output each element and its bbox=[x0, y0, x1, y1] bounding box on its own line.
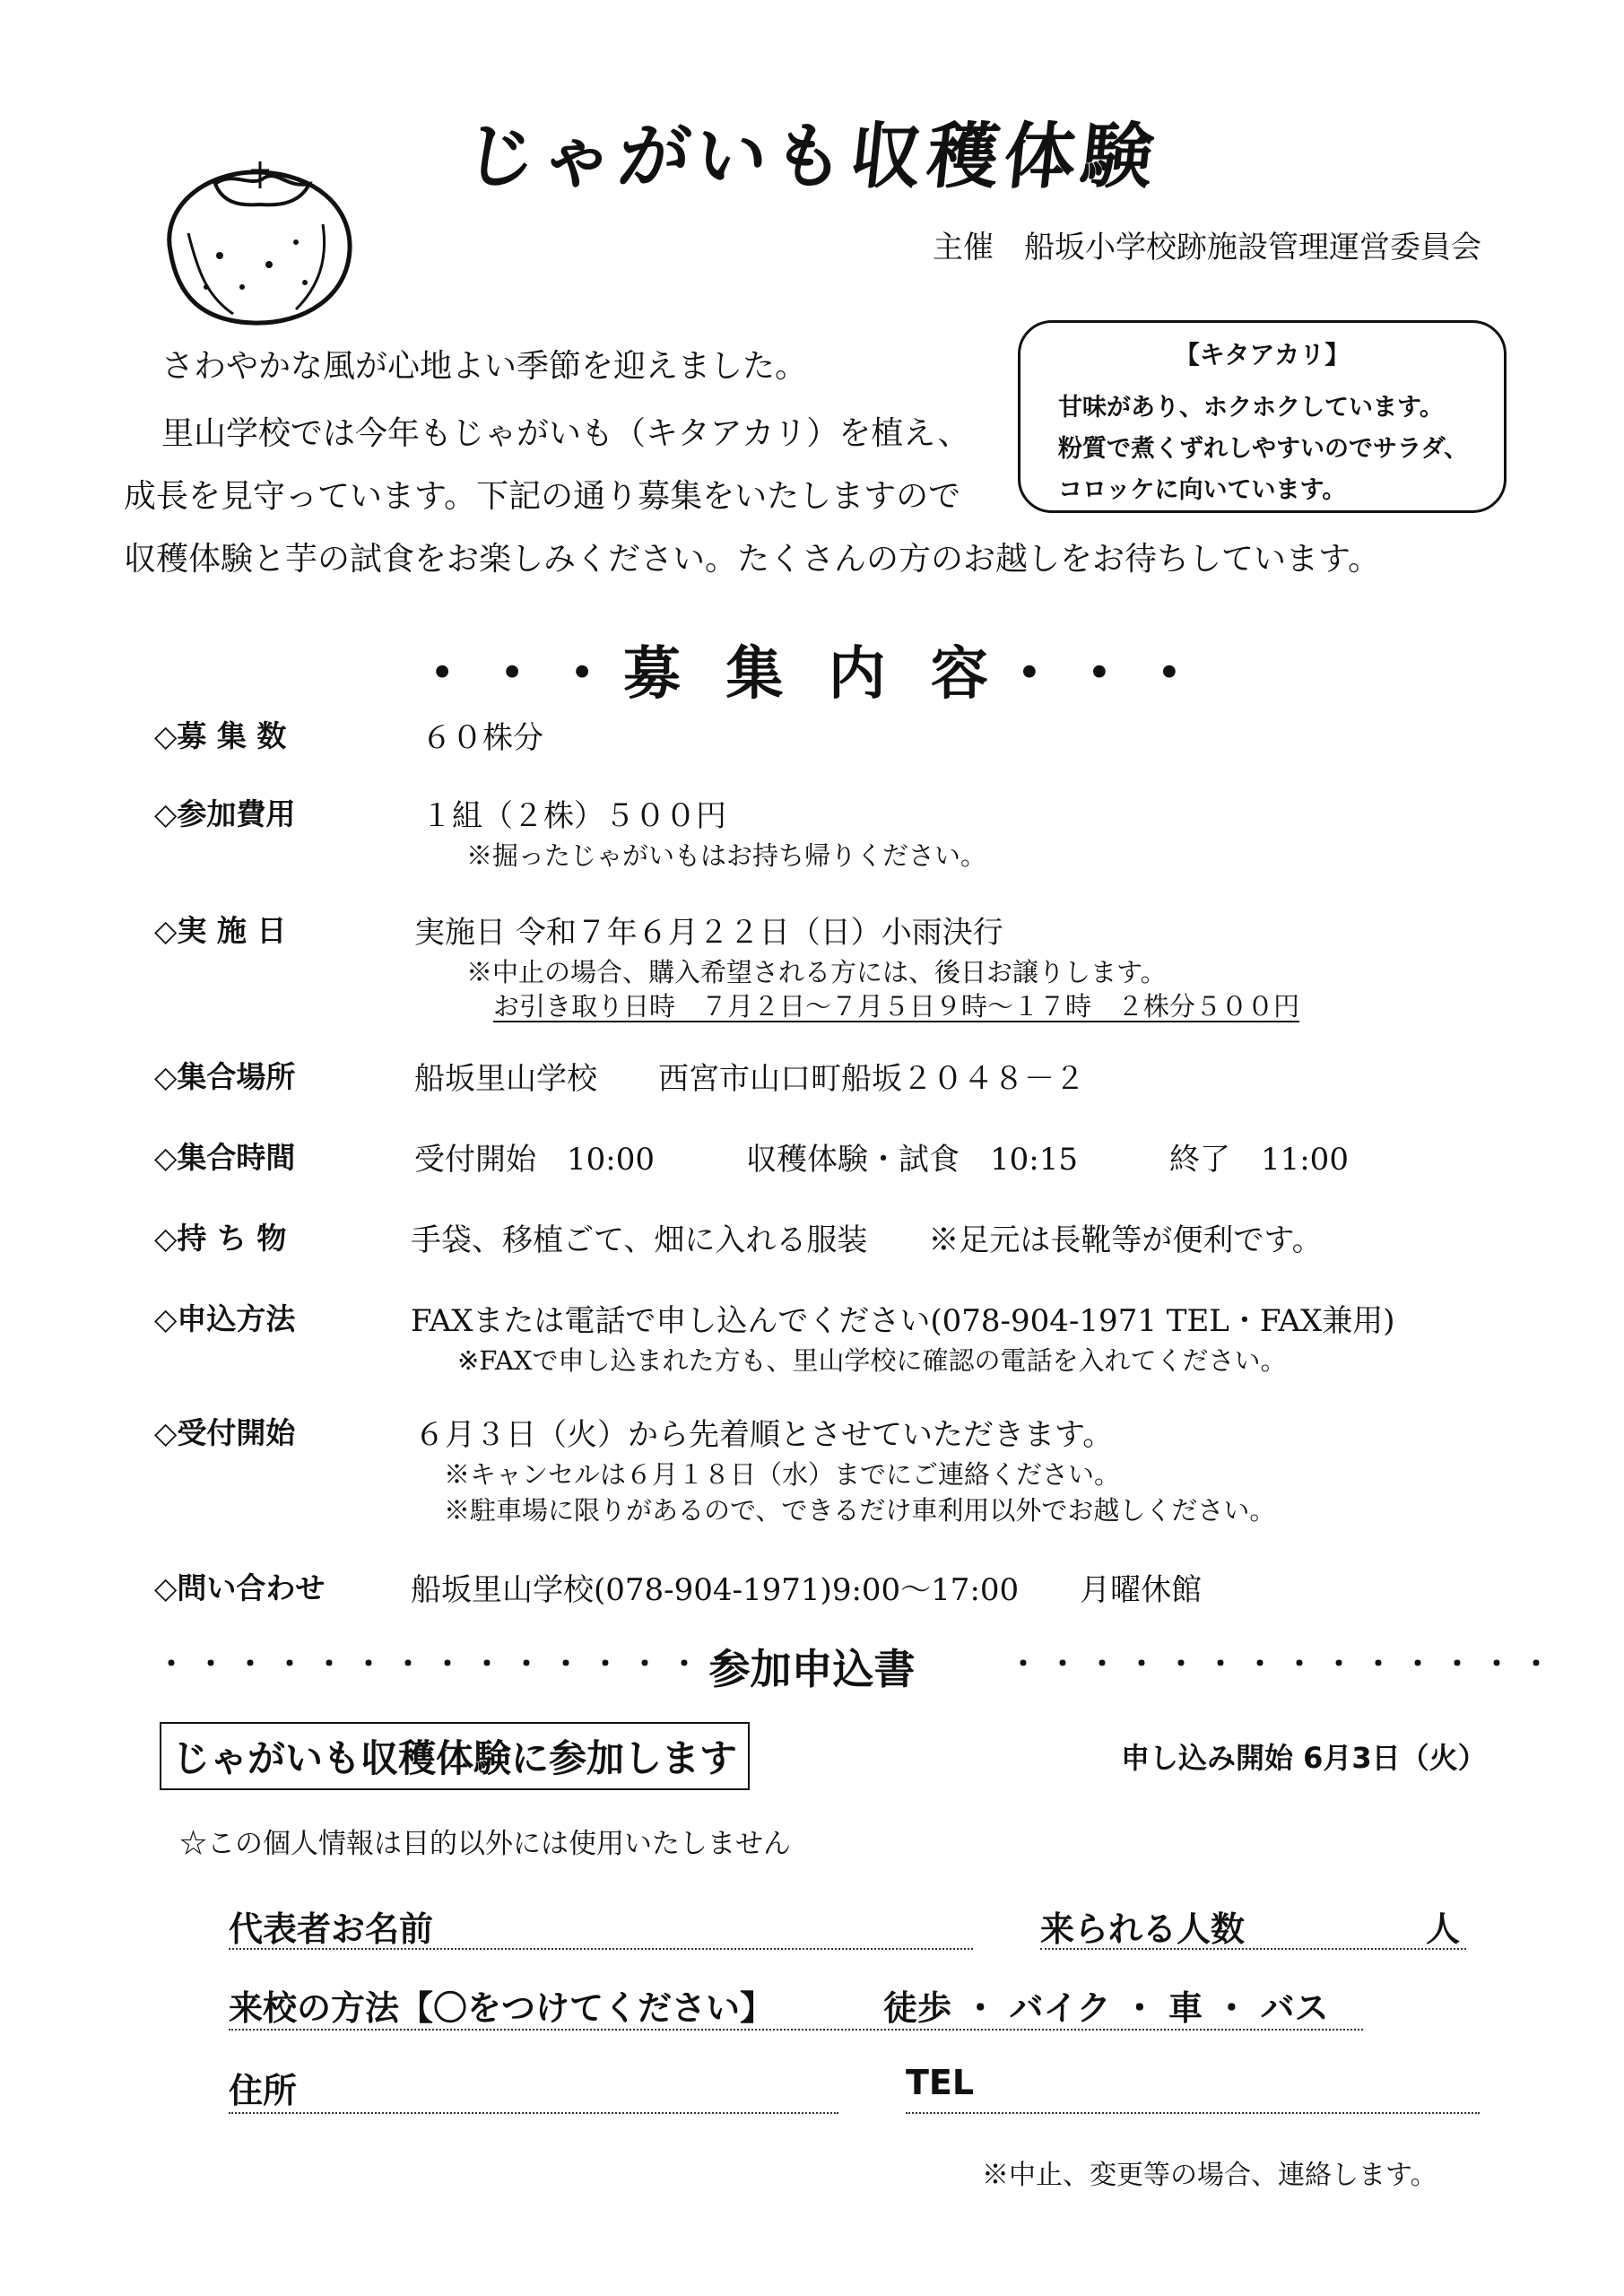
contact-value: 船坂里山学校(078-904-1971)9:00～17:00 月曜休館 bbox=[411, 1572, 1203, 1608]
date-note-2: お引き取り日時 ７月２日～７月５日９時～１７時 ２株分５００円 bbox=[493, 991, 1300, 1022]
date-value: 実施日 令和７年６月２２日（日）小雨決行 bbox=[414, 915, 1003, 951]
kitaakari-callout bbox=[1018, 320, 1507, 513]
application-form-title: 参加申込書 bbox=[708, 1645, 916, 1693]
callout-line-2: 粉質で煮くずれしやすいのでサラダ、 bbox=[1058, 435, 1469, 463]
time-value: 受付開始 10:00 収穫体験・試食 10:15 終了 11:00 bbox=[414, 1142, 1349, 1178]
intro-line-4: 収穫体験と芋の試食をお楽しみください。たくさんの方のお越しをお待ちしています。 bbox=[124, 541, 1381, 578]
date-label: ◇実 施 日 bbox=[154, 913, 287, 948]
intro-line-3: 成長を見守っています。下記の通り募集をいたしますので bbox=[124, 478, 961, 515]
footer-note: ※中止、変更等の場合、連絡します。 bbox=[982, 2160, 1437, 2191]
arrival-method-options[interactable]: 徒歩 ・ バイク ・ 車 ・ バス bbox=[883, 1988, 1329, 2028]
place-value: 船坂里山学校 西宮市山口町船坂２０４８－２ bbox=[414, 1061, 1085, 1097]
bring-value: 手袋、移植ごて、畑に入れる服装 ※足元は長靴等が便利です。 bbox=[411, 1222, 1323, 1258]
reception-note-2: ※駐車場に限りがあるので、できるだけ車利用以外でお越しください。 bbox=[444, 1495, 1276, 1526]
time-label: ◇集合時間 bbox=[154, 1140, 296, 1175]
callout-line-3: コロッケに向いています。 bbox=[1058, 476, 1347, 504]
intro-line-1: さわやかな風が心地よい季節を迎えました。 bbox=[161, 348, 808, 385]
fee-value: １組（２株）５００円 bbox=[421, 798, 726, 834]
intro-line-2: 里山学校では今年もじゃがいも（キタアカリ）を植え、 bbox=[161, 415, 970, 452]
apply-label: ◇申込方法 bbox=[154, 1301, 296, 1336]
arrival-method-label: 来校の方法【〇をつけてください】 bbox=[229, 1988, 775, 2028]
application-start-date: 申し込み開始 6月3日（火） bbox=[1121, 1741, 1487, 1775]
participation-box: じゃがいも収穫体験に参加します bbox=[160, 1722, 750, 1790]
representative-name-field[interactable] bbox=[229, 1948, 973, 1950]
address-label: 住所 bbox=[229, 2071, 298, 2110]
date-note-1: ※中止の場合、購入希望される方には、後日お譲りします。 bbox=[466, 957, 1167, 987]
callout-line-1: 甘味があり、ホクホクしています。 bbox=[1058, 394, 1444, 422]
count-label: ◇募 集 数 bbox=[154, 718, 287, 753]
dotted-separator-left: ・・・・・・・・・・・・・・・ bbox=[157, 1647, 750, 1681]
people-unit: 人 bbox=[1426, 1909, 1461, 1949]
arrival-method-rule bbox=[229, 2029, 1363, 2031]
recruit-heading: ・・・募 集 内 容・・・ bbox=[413, 641, 1211, 708]
tel-label: TEL bbox=[906, 2063, 975, 2102]
potato-illustration bbox=[152, 152, 359, 332]
organizer: 主催 船坂小学校跡施設管理運営委員会 bbox=[933, 230, 1481, 265]
contact-label: ◇問い合わせ bbox=[154, 1570, 326, 1605]
bring-label: ◇持 ち 物 bbox=[154, 1221, 287, 1256]
apply-value: FAXまたは電話で申し込んでください(078-904-1971 TEL・FAX兼用) bbox=[411, 1303, 1395, 1339]
place-label: ◇集合場所 bbox=[154, 1059, 296, 1094]
fee-label: ◇参加費用 bbox=[154, 796, 296, 831]
privacy-note: ☆この個人情報は目的以外には使用いたしません bbox=[179, 1828, 791, 1860]
reception-value: ６月３日（火）から先着順とさせていただきます。 bbox=[414, 1417, 1114, 1453]
apply-note: ※FAXで申し込まれた方も、里山学校に確認の電話を入れてください。 bbox=[457, 1345, 1287, 1376]
callout-title: 【キタアカリ】 bbox=[1174, 340, 1350, 370]
reception-note-1: ※キャンセルは６月１８日（水）までにご連絡ください。 bbox=[444, 1459, 1121, 1490]
people-count-field[interactable] bbox=[1040, 1948, 1466, 1950]
people-count-label: 来られる人数 bbox=[1040, 1909, 1246, 1949]
dotted-separator-right: ・・・・・・・・・・・・・・ bbox=[1009, 1647, 1562, 1681]
count-value: ６０株分 bbox=[421, 720, 543, 756]
representative-name-label: 代表者お名前 bbox=[229, 1909, 434, 1949]
tel-field[interactable] bbox=[906, 2112, 1480, 2114]
page-title: じゃがいも収穫体験 bbox=[459, 115, 1163, 198]
fee-note: ※掘ったじゃがいもはお持ち帰りください。 bbox=[466, 840, 987, 871]
reception-label: ◇受付開始 bbox=[154, 1415, 296, 1450]
address-field[interactable] bbox=[229, 2112, 838, 2114]
